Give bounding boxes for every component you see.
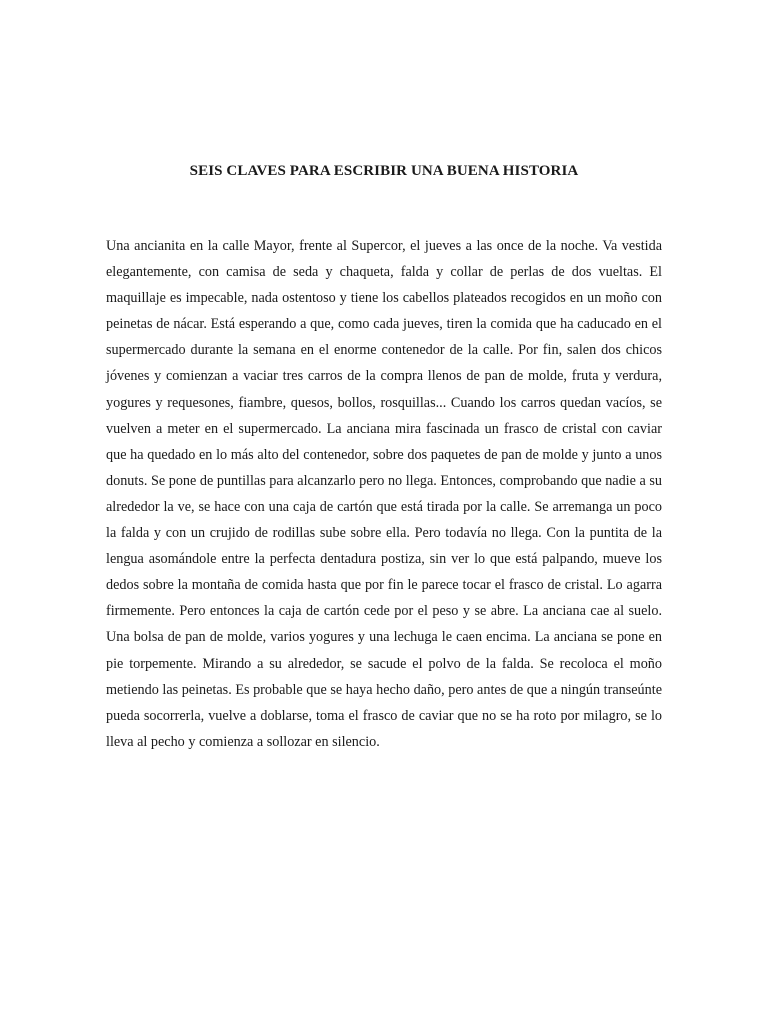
document-title: SEIS CLAVES PARA ESCRIBIR UNA BUENA HISTORIA	[189, 163, 579, 179]
story-paragraph: Una ancianita en la calle Mayor, frente al Supercor, el jueves a las once de la noche. Va vestida elegantemente, con camisa de seda y chaqueta, falda y collar de perlas de dos vueltas. El maquillaje es impecable, nada ostentoso y tiene los cabellos plateados recogidos en un moño con peinetas de nácar. Está esperando a que, como cada jueves, tiren la comida que ha caducado en el supermercado durante la semana en el enorme contenedor de la calle. Por fin, salen dos chicos jóvenes y comienzan a vaciar tres carros de la compra llenos de pan de molde, fruta y verdura, yogures y requesones, fiambre, quesos, bollos, rosquillas... Cuando los carros quedan vacíos, se vuelven a meter en el supermercado. La anciana mira fascinada un frasco de cristal con caviar que ha quedado en lo más alto del contenedor, sobre dos paquetes de pan de molde y junto a unos donuts. Se pone de puntillas para alcanzarlo pero no llega. Entonces, comprobando que nadie a su alrededor la ve, se hace con una caja de cartón que está tirada por la calle. Se arremanga un poco la falda y con un crujido de rodillas sube sobre ella. Pero todavía no llega. Con la puntita de la lengua asomándole entre la perfecta dentadura postiza, sin ver lo que está palpando, mueve los dedos sobre la montaña de comida hasta que por fin le parece tocar el frasco de cristal. Lo agarra firmemente. Pero entonces la caja de cartón cede por el peso y se abre. La anciana cae al suelo. Una bolsa de pan de molde, varios yogures y una lechuga le caen encima. La anciana se pone en pie torpemente. Mirando a su alrededor, se sacude el polvo de la falda. Se recoloca el moño metiendo las peinetas. Es probable que se haya hecho daño, pero antes de que a ningún transeúnte pueda socorrerla, vuelve a doblarse, toma el frasco de caviar que no se ha roto por milagro, se lo lleva al pecho y comienza a sollozar en silencio.	[106, 238, 662, 750]
